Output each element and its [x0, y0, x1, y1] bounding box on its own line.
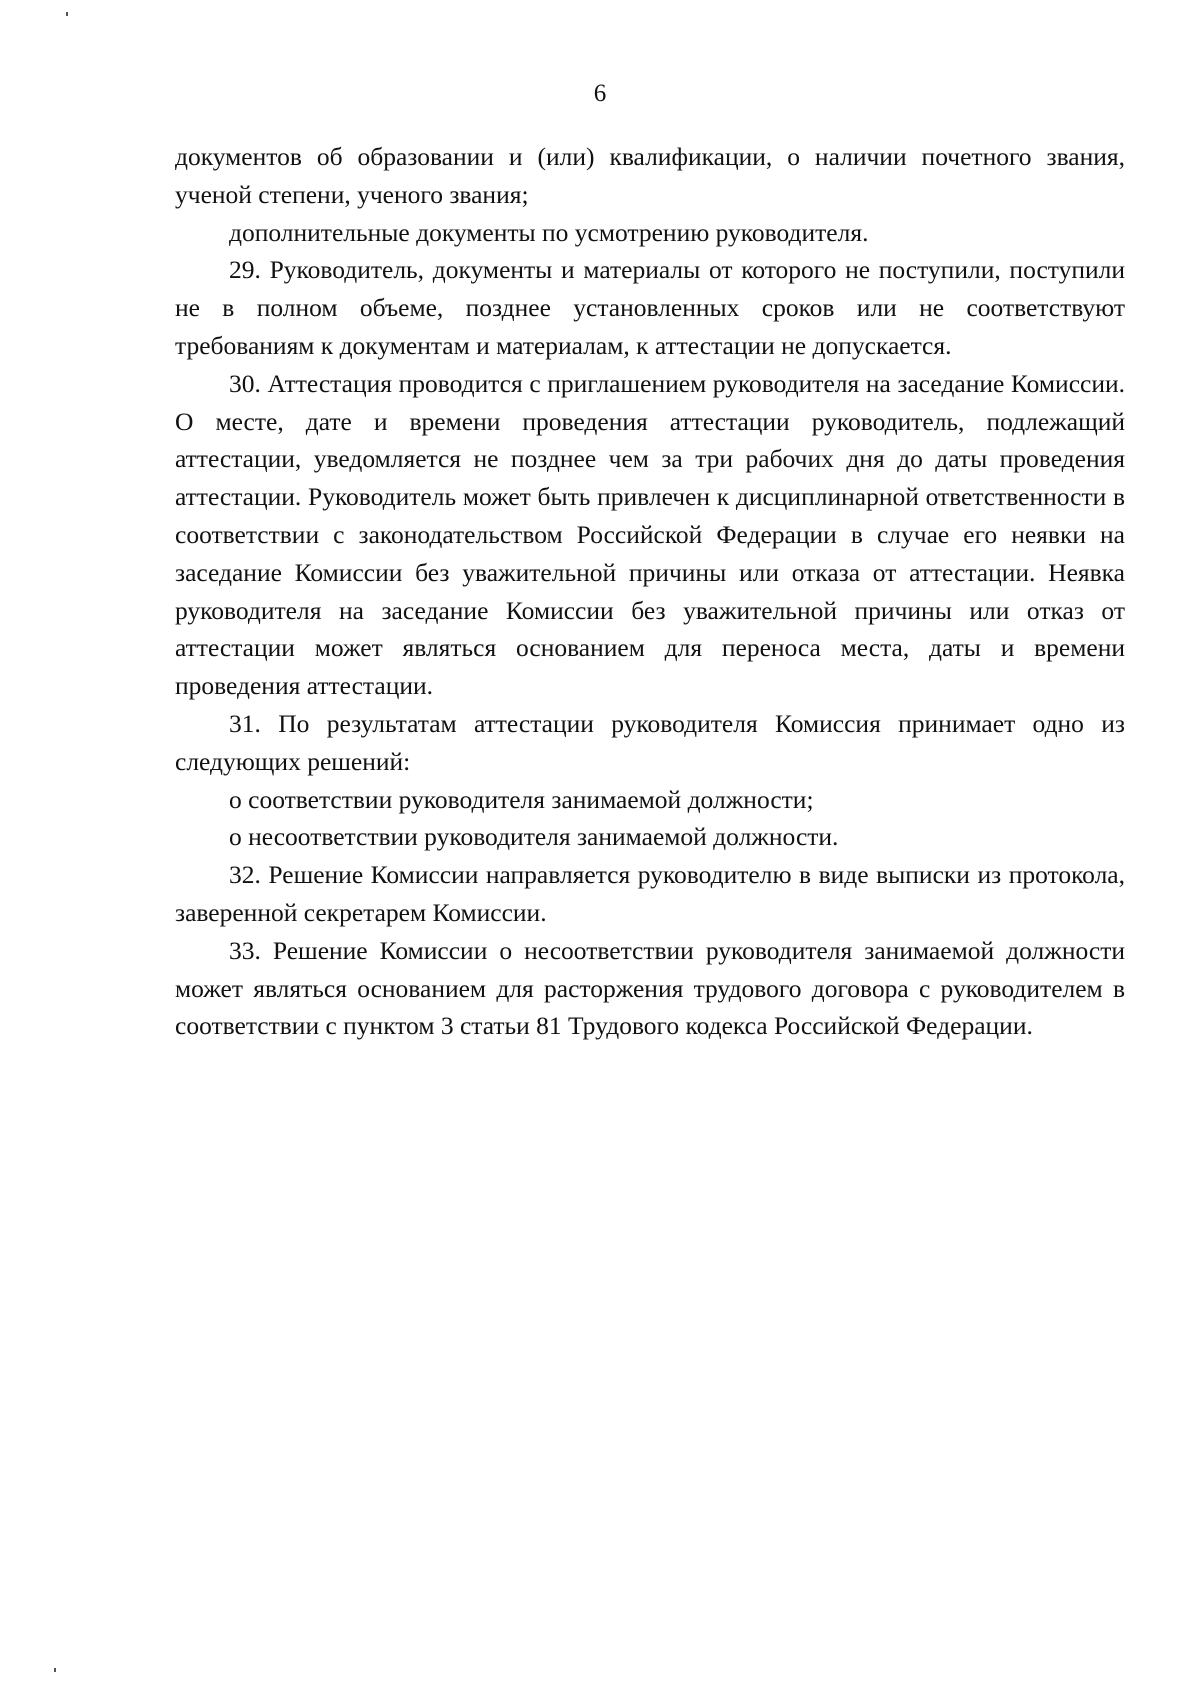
- paragraph-31: 31. По результатам аттестации руководителя Комиссия принимает одно из следующих решений:: [175, 708, 1125, 776]
- paragraph-31-decision-compliance: о соответствии руководителя занимаемой должности;: [229, 784, 814, 814]
- paragraph-33: 33. Решение Комиссии о несоответствии руководителя занимаемой должности может являться основанием для расторжения трудового договора с руководителем в соответствии с пунктом 3 статьи 81 Трудового кодекса Российской Федерации.: [175, 935, 1125, 1041]
- paragraph-29: 29. Руководитель, документы и материалы от которого не поступили, поступили не в полном объеме, позднее установленных сроков или не соответствуют требованиям к документам и материалам, к аттестации не допускается.: [175, 255, 1125, 360]
- paragraph-additional-documents: дополнительные документы по усмотрению руководителя.: [229, 217, 869, 247]
- paragraph-31-decision-noncompliance: о несоответствии руководителя занимаемой должности.: [229, 822, 839, 852]
- page-number: 6: [593, 80, 607, 107]
- paragraph-32: 32. Решение Комиссии направляется руководителю в виде выписки из протокола, заверенной секретарем Комиссии.: [175, 860, 1125, 927]
- scan-speck: [54, 1668, 56, 1672]
- paragraph-30: 30. Аттестация проводится с приглашением руководителя на заседание Комиссии. О месте, дате и времени проведения аттестации руководитель, подлежащий аттестации, уведомляется не позднее чем за три рабочих дня до даты проведения аттестации. Руководитель может быть привлечен к дисциплинарной ответственности в соответствии с законодательством Российской Федерации в случае его неявки на заседание Комиссии без уважительной причины или отказа от аттестации. Неявка руководителя на заседание Комиссии без уважительной причины или отказ от аттестации может являться основанием для переноса места, даты и времени проведения аттестации.: [175, 368, 1125, 701]
- document-body: [175, 138, 1125, 1045]
- scan-speck: [66, 12, 68, 16]
- paragraph-continued-education-documents: документов об образовании и (или) квалификации, о наличии почетного звания, ученой степени, ученого звания;: [175, 142, 1125, 209]
